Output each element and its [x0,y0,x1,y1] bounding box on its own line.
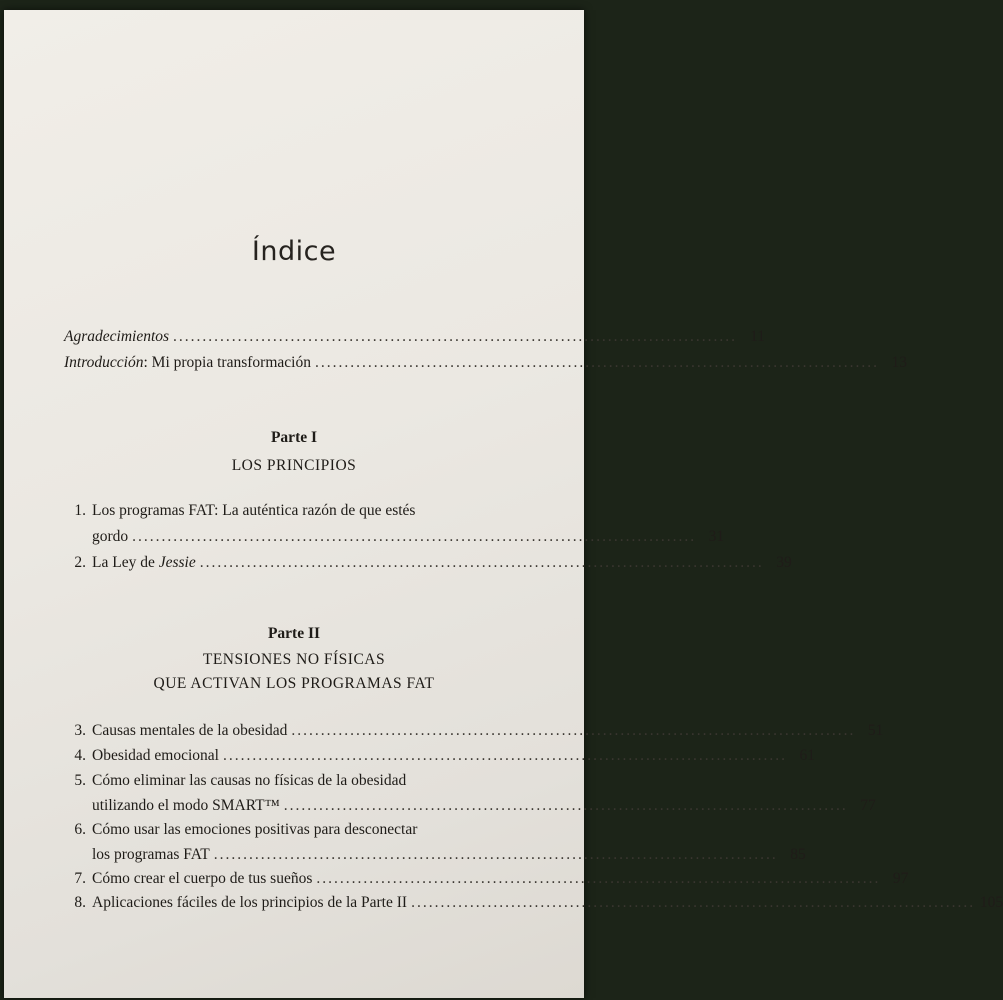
entry-label: La Ley de [92,554,159,571]
entry-page: 61 [799,747,815,764]
chapter-number: 3. [74,722,86,739]
leader-dots: ................................................................................................ [199,554,764,571]
page-title: Índice [251,236,337,267]
chapter-number: 8. [74,894,86,911]
toc-entry-chapter-4 [64,745,815,767]
part-title-line-1: TENSIONES NO FÍSICAS [202,651,386,668]
leader-dots: ................................................................................................ [291,722,856,739]
chapter-number: 7. [74,870,86,887]
toc-entry-chapter-5 [64,770,876,817]
toc-entry-introduccion [64,352,907,374]
toc-entry-chapter-2 [64,552,792,574]
entry-label: Causas mentales de la obesidad [92,722,288,739]
toc-entry-chapter-7 [64,868,909,890]
leader-dots: ................................................................................................ [132,528,697,545]
toc-entry-chapter-1 [64,500,725,548]
entry-label: Los programas FAT: La auténtica razón de que estés [92,502,416,519]
entry-label-italic: Introducción [64,354,144,371]
entry-label: Cómo usar las emociones positivas para desconectar [92,821,418,838]
chapter-number: 2. [74,554,86,571]
leader-dots: ................................................................................................ [222,747,787,764]
entry-label: Cómo crear el cuerpo de tus sueños [92,870,313,887]
part-2-heading [4,622,584,696]
entry-label-cont: los programas FAT [92,846,210,863]
entry-page: 97 [892,870,909,887]
entry-label: Cómo eliminar las causas no físicas de la obesidad [92,772,407,789]
toc-entry-chapter-3 [64,720,884,742]
chapter-number: 4. [74,747,86,764]
entry-page: 85 [790,846,806,863]
chapter-number: 6. [74,821,86,838]
entry-page: 31 [708,528,725,545]
toc-entry-chapter-8 [64,892,1003,914]
part-title: LOS PRINCIPIOS [231,457,357,474]
entry-page: 13 [891,354,907,371]
entry-label: Aplicaciones fáciles de los principios de la Parte II [92,894,408,911]
part-number: Parte II [267,625,321,642]
leader-dots: ................................................................................................ [411,894,976,911]
toc-entry-agradecimientos [64,326,766,348]
entry-label: Agradecimientos [64,328,170,345]
leader-dots: ................................................................................................ [283,797,848,814]
entry-label: : Mi propia transformación [143,354,311,371]
part-number: Parte I [270,429,318,446]
entry-page: 39 [776,554,792,571]
entry-label-cont: gordo [92,528,129,545]
entry-page: 51 [867,722,884,739]
entry-label-italic: Jessie [158,554,196,571]
leader-dots: ................................................................................................ [316,870,881,887]
toc-entry-chapter-6 [64,819,806,866]
part-title-line-2: QUE ACTIVAN LOS PROGRAMAS FAT [153,675,435,692]
part-1-heading [4,426,584,478]
entry-page: 105 [979,894,1003,911]
chapter-number: 5. [74,772,86,789]
entry-page: 11 [750,328,766,345]
leader-dots: ................................................................................................ [213,846,778,863]
leader-dots: ................................................................................................ [173,328,738,345]
leader-dots: ................................................................................................ [314,354,879,371]
entry-label-cont: utilizando el modo SMART™ [92,797,280,814]
book-page [4,10,1003,998]
chapter-number: 1. [74,502,86,519]
entry-page: 77 [860,797,876,814]
entry-label: Obesidad emocional [92,747,219,764]
